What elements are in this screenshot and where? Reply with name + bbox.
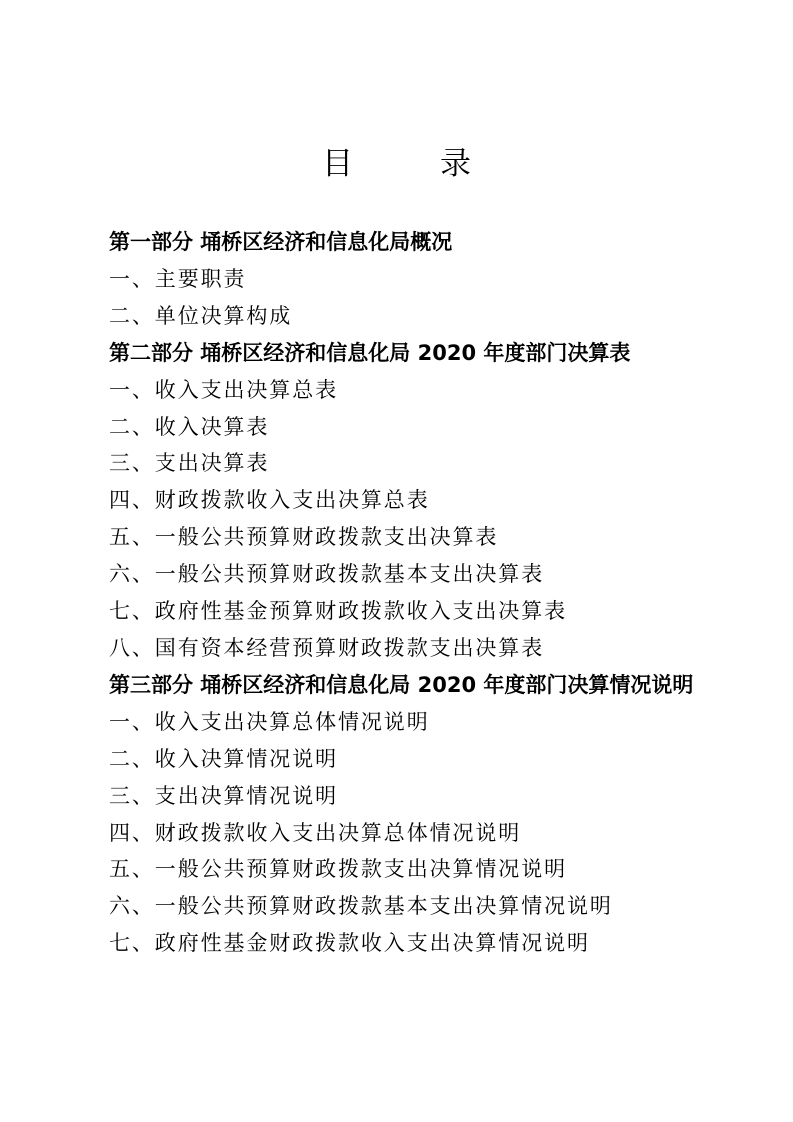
toc-item[interactable]: 四、财政拨款收入支出决算总表	[109, 488, 430, 513]
toc-item[interactable]: 二、单位决算构成	[109, 303, 293, 328]
toc-section-heading[interactable]: 第一部分 埇桥区经济和信息化局概况	[109, 230, 453, 254]
toc-item[interactable]: 三、支出决算表	[109, 451, 270, 476]
toc-item[interactable]: 七、政府性基金财政拨款收入支出决算情况说明	[109, 931, 590, 956]
toc-item[interactable]: 五、一般公共预算财政拨款支出决算表	[109, 525, 499, 550]
table-of-contents	[109, 224, 699, 962]
toc-section-heading[interactable]: 第二部分 埇桥区经济和信息化局 2020 年度部门决算表	[109, 340, 631, 365]
toc-item[interactable]: 一、主要职责	[109, 266, 247, 291]
toc-item[interactable]: 二、收入决算表	[109, 414, 270, 439]
toc-item[interactable]: 五、一般公共预算财政拨款支出决算情况说明	[109, 857, 567, 882]
toc-item[interactable]: 六、一般公共预算财政拨款基本支出决算情况说明	[109, 894, 613, 919]
toc-item[interactable]: 八、国有资本经营预算财政拨款支出决算表	[109, 635, 545, 660]
toc-item[interactable]: 一、收入支出决算总体情况说明	[109, 709, 430, 734]
toc-item[interactable]: 二、收入决算情况说明	[109, 746, 338, 771]
toc-section-heading[interactable]: 第三部分 埇桥区经济和信息化局 2020 年度部门决算情况说明	[109, 672, 694, 697]
toc-item[interactable]: 一、收入支出决算总表	[109, 377, 338, 402]
toc-item[interactable]: 六、一般公共预算财政拨款基本支出决算表	[109, 562, 545, 587]
toc-item[interactable]: 四、财政拨款收入支出决算总体情况说明	[109, 820, 522, 845]
toc-item[interactable]: 三、支出决算情况说明	[109, 783, 338, 808]
toc-item[interactable]: 七、政府性基金预算财政拨款收入支出决算表	[109, 599, 567, 624]
page-title: 目 录	[322, 146, 499, 182]
